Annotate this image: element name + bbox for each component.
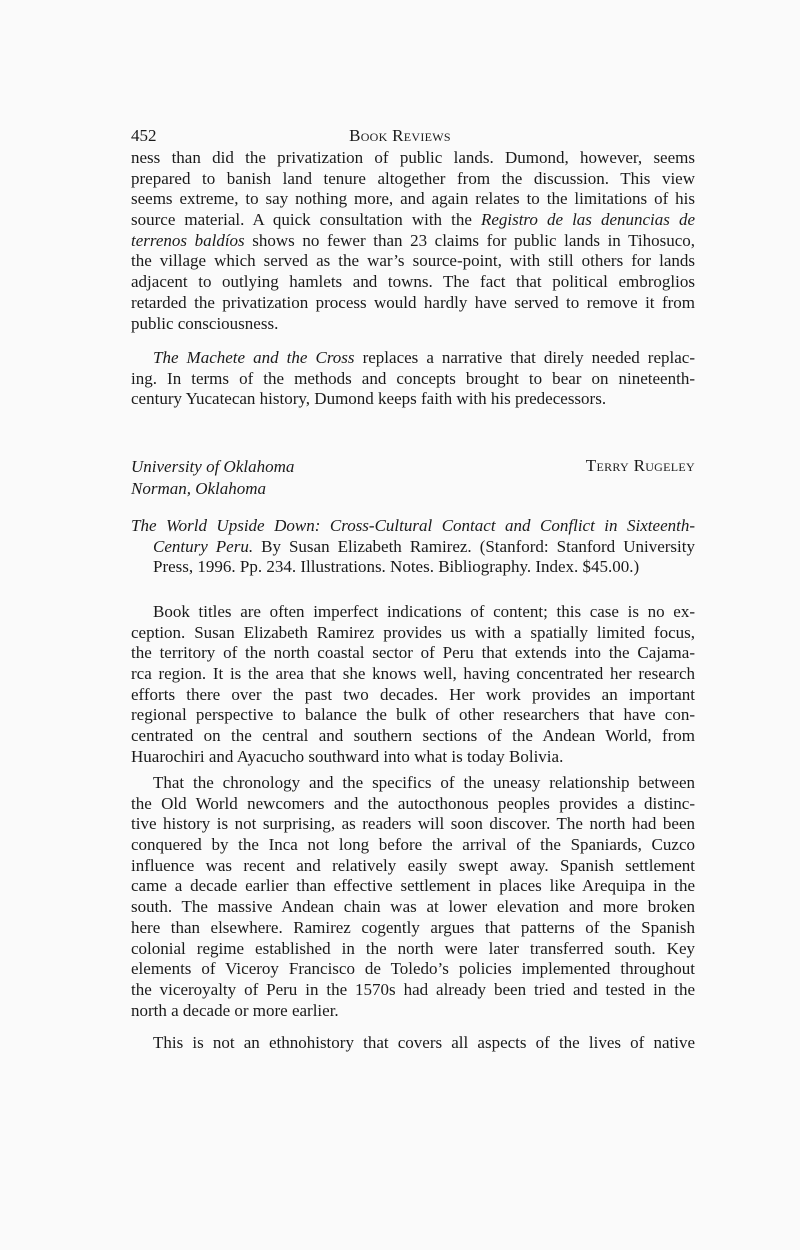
text: the viceroyalty of Peru in the 1570s had already been tried and tested in the	[131, 979, 695, 999]
text-line	[131, 251, 695, 272]
text-line	[131, 148, 695, 169]
text-line	[131, 1033, 695, 1054]
text-line	[131, 169, 695, 190]
text: here than elsewhere. Ramirez cogently argues that patterns of the Spanish	[131, 917, 695, 937]
text-line	[131, 602, 695, 623]
text-line	[131, 918, 695, 939]
text: ness than did the privatization of public lands. Dumond, however, seems	[131, 148, 695, 167]
text-line	[131, 189, 695, 210]
text-line	[131, 856, 695, 877]
text: ing. In terms of the methods and concepts brought to bear on nineteenth-	[131, 368, 695, 388]
text: came a decade earlier than effective settlement in places like Arequipa in the	[131, 876, 695, 896]
reviewer-affiliation	[131, 456, 294, 500]
text: conquered by the Inca not long before the arrival of the Spaniards, Cuzco	[131, 835, 695, 855]
running-head: Book Reviews	[349, 126, 451, 145]
text-line	[131, 705, 695, 726]
text: elements of Viceroy Francisco de Toledo’s policies implemented throughout	[131, 959, 695, 979]
text-line	[131, 348, 695, 369]
text-line	[131, 1001, 695, 1022]
text: seems extreme, to say nothing more, and again relates to the limitations of his	[131, 189, 695, 209]
text: the territory of the north coastal sector of Peru that extends into the Cajama-	[131, 643, 695, 663]
text-line	[131, 959, 695, 980]
text: retarded the privatization process would hardly have served to remove it from	[131, 292, 695, 312]
paragraph	[131, 148, 695, 334]
italic-text: Century Peru.	[153, 536, 254, 556]
text: tive history is not surprising, as readers will soon discover. The north had been	[131, 814, 695, 834]
text: ception. Susan Elizabeth Ramirez provides us with a spatially limited focus,	[131, 622, 695, 642]
paragraph	[131, 602, 695, 768]
text-line	[131, 747, 695, 768]
text: replaces a narrative that direly needed replac-	[354, 348, 695, 367]
text: regional perspective to balance the bulk of other researchers that have con-	[131, 705, 695, 725]
text-line	[131, 643, 695, 664]
text-line	[131, 876, 695, 897]
text-line	[131, 557, 695, 578]
text-line	[131, 939, 695, 960]
text-line	[131, 389, 695, 410]
text-line	[131, 835, 695, 856]
text: north a decade or more earlier.	[131, 1000, 339, 1020]
text-line	[131, 210, 695, 231]
text-line	[131, 623, 695, 644]
text: the Old World newcomers and the autocthonous peoples provides a distinc-	[131, 793, 695, 813]
text: colonial regime established in the north were later transferred south. Key	[131, 938, 695, 958]
italic-text: The Machete and the Cross	[153, 348, 355, 367]
text: That the chronology and the specifics of the uneasy relationship between	[153, 773, 695, 792]
text-line	[131, 314, 695, 335]
text: adjacent to outlying hamlets and towns. The fact that political embroglios	[131, 272, 695, 292]
text: century Yucatecan history, Dumond keeps faith with his predecessors.	[131, 389, 607, 409]
text-line	[131, 293, 695, 314]
text-line	[131, 516, 695, 537]
text-line	[131, 664, 695, 685]
text-line	[131, 726, 695, 747]
text: south. The massive Andean chain was at lower elevation and more broken	[131, 897, 695, 917]
text-line	[131, 537, 695, 558]
text: By Susan Elizabeth Ramirez. (Stanford: Stanford University	[253, 536, 695, 556]
text: rca region. It is the area that she knows well, having concentrated her research	[131, 664, 695, 684]
italic-text: Registro de las denuncias de	[480, 210, 695, 230]
text: Huarochiri and Ayacucho southward into what is today Bolivia.	[131, 746, 564, 766]
book-citation	[131, 516, 695, 578]
text: Press, 1996. Pp. 234. Illustrations. Notes. Bibliography. Index. $45.00.)	[153, 557, 640, 577]
text-line	[131, 897, 695, 918]
affiliation-line: University of Oklahoma	[131, 457, 295, 476]
text-line	[131, 980, 695, 1001]
text: influence was recent and relatively easily swept away. Spanish settlement	[131, 855, 695, 875]
text: efforts there over the past two decades. Her work provides an important	[131, 684, 695, 704]
italic-text: The World Upside Down: Cross-Cultural Contact and Conflict in Sixteenth-	[131, 516, 695, 535]
page-number: 452	[131, 126, 157, 145]
text: the village which served as the war’s source-point, with still others for lands	[131, 251, 695, 271]
text-line	[131, 685, 695, 706]
text-line	[131, 231, 695, 252]
affiliation-line: Norman, Oklahoma	[131, 479, 267, 498]
text: public consciousness.	[131, 313, 279, 333]
text-line	[131, 814, 695, 835]
italic-text: terrenos baldíos	[131, 230, 245, 250]
text: centrated on the central and southern sections of the Andean World, from	[131, 726, 695, 746]
paragraph	[131, 348, 695, 410]
paragraph	[131, 1033, 695, 1054]
text-line	[131, 773, 695, 794]
reviewer-name: Terry Rugeley	[585, 456, 695, 475]
text: prepared to banish land tenure altogether from the discussion. This view	[131, 168, 695, 188]
text: source material. A quick consultation with the	[131, 210, 481, 230]
text: shows no fewer than 23 claims for public lands in Tihosuco,	[244, 230, 695, 250]
text-line	[131, 272, 695, 293]
text: Book titles are often imperfect indications of content; this case is no ex-	[153, 602, 695, 621]
text: This is not an ethnohistory that covers all aspects of the lives of native	[153, 1033, 695, 1052]
text-line	[131, 794, 695, 815]
text-line	[131, 369, 695, 390]
paragraph	[131, 773, 695, 1021]
